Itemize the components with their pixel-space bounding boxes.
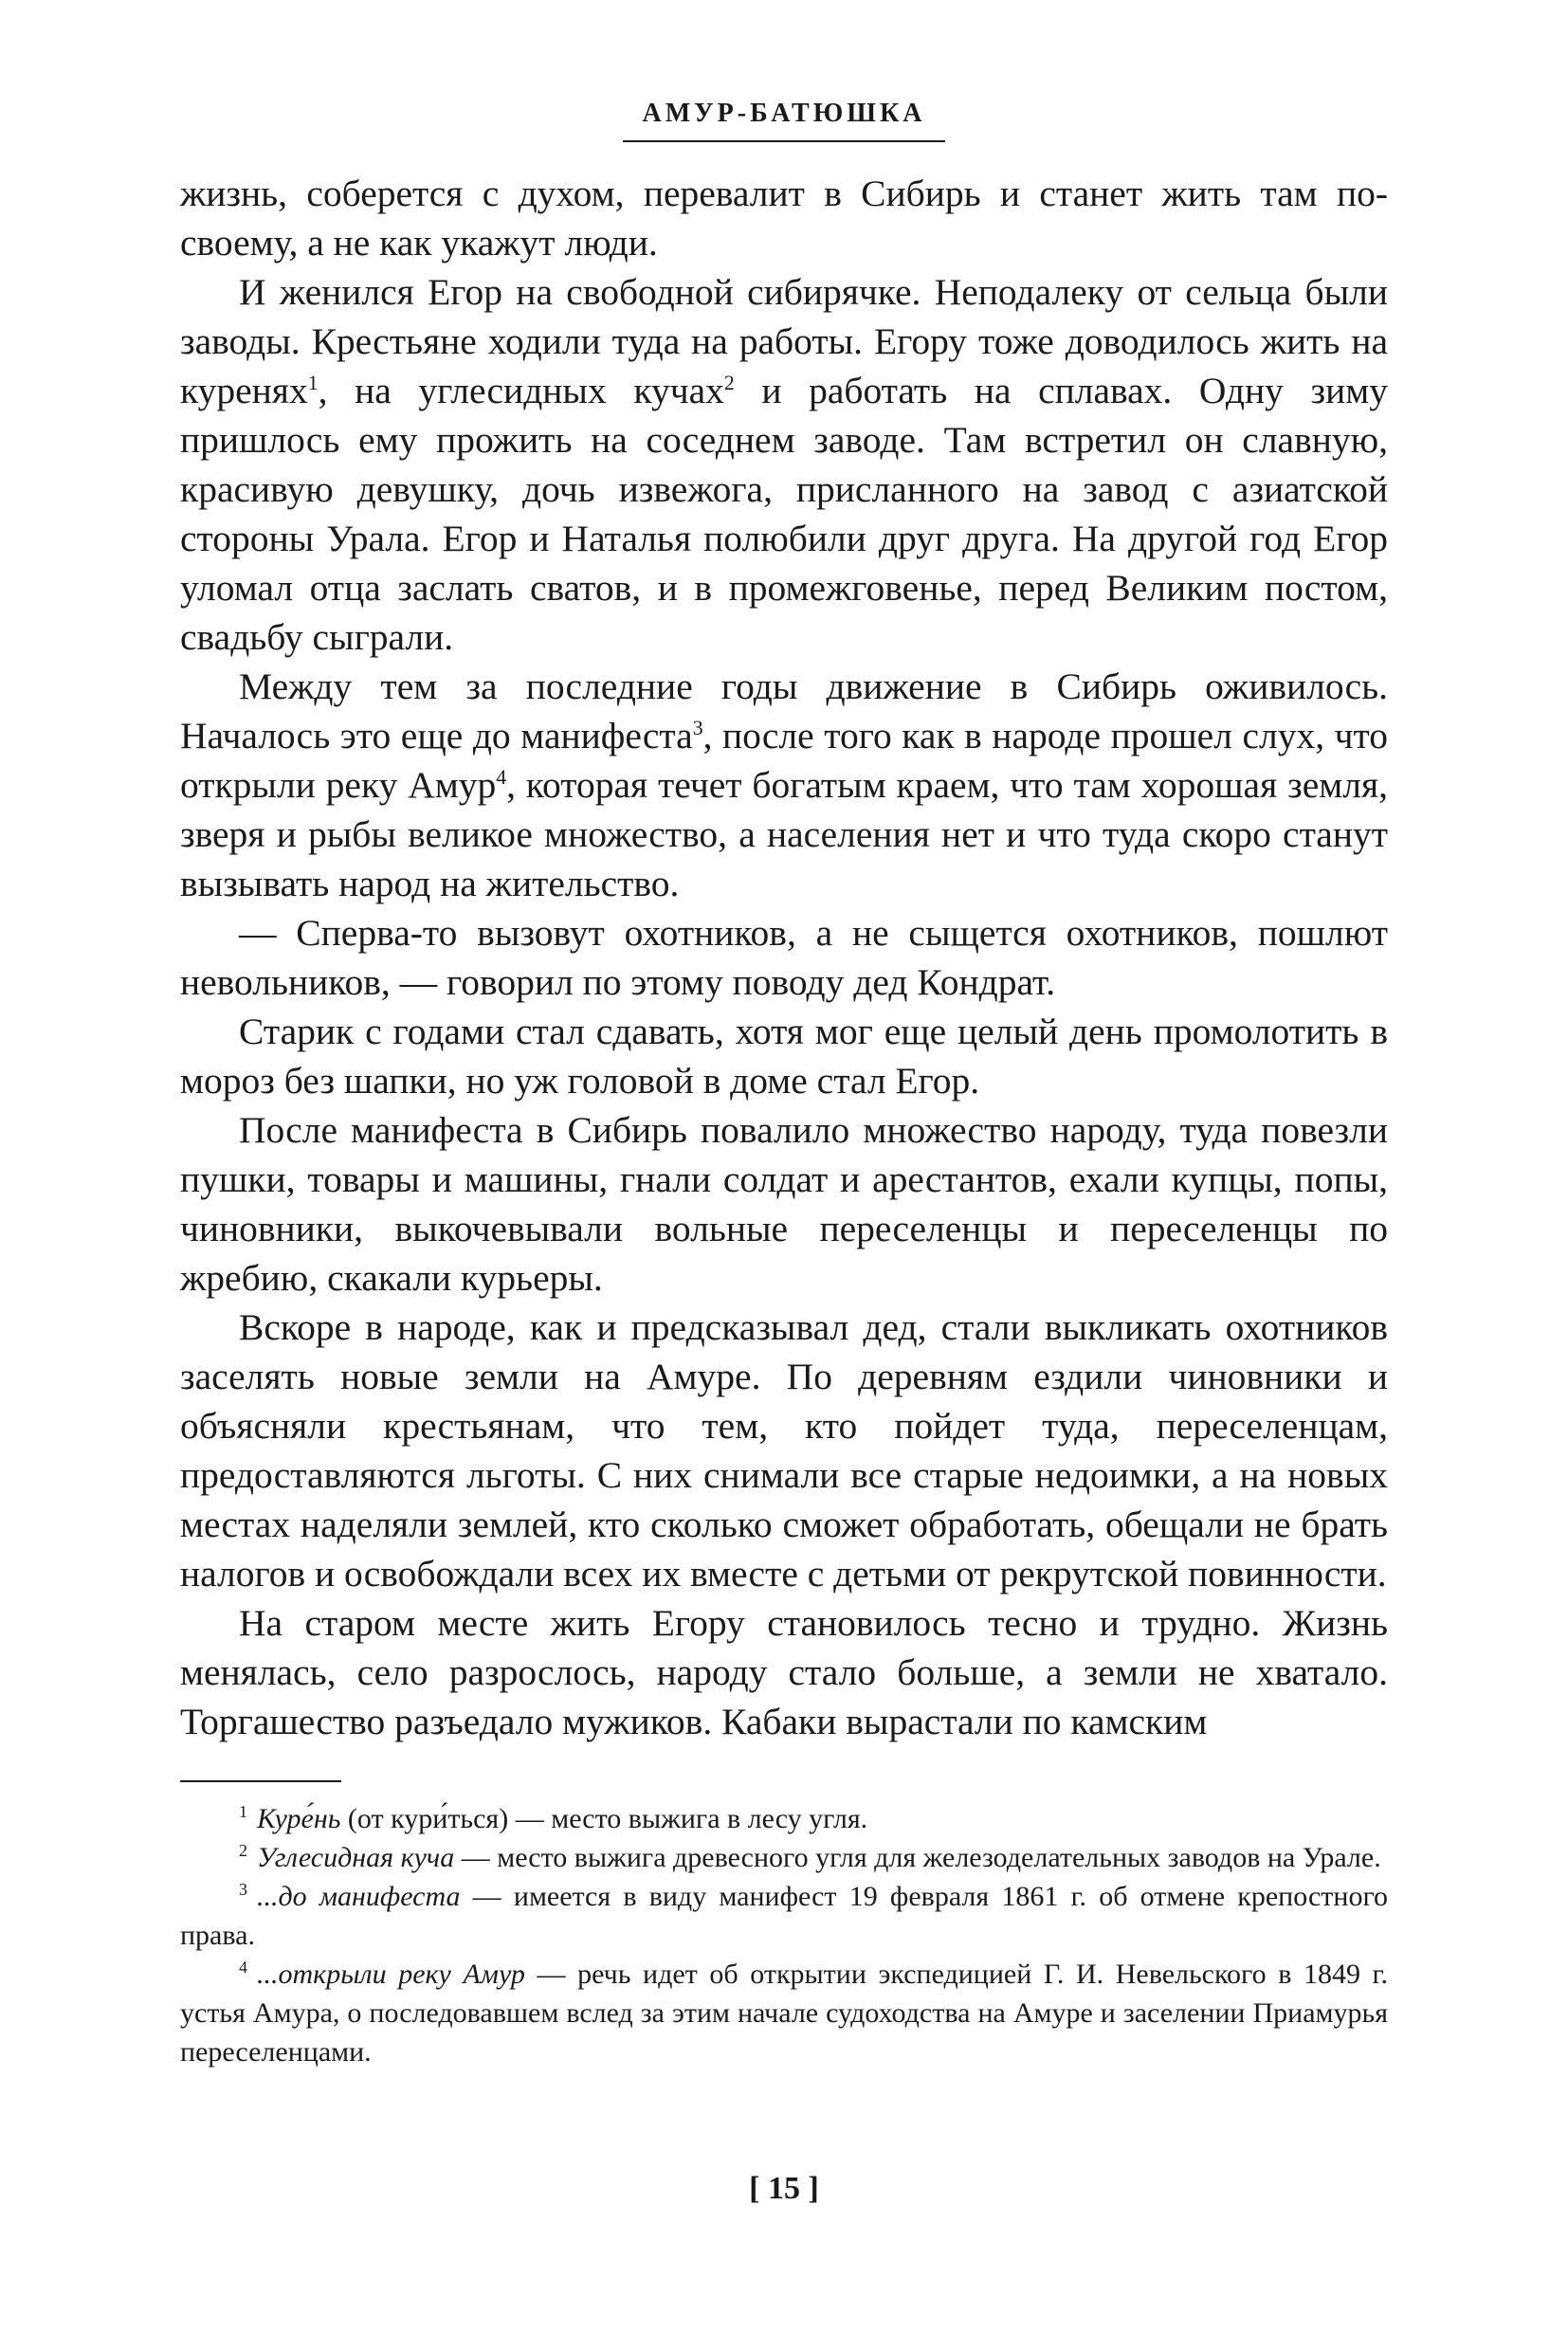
- footnote-text: — место выжига древесного угля для железоделательных заводов на Урале.: [454, 1842, 1381, 1873]
- footnote-text: (от кури́ться) — место выжига в лесу угля.: [340, 1803, 868, 1834]
- paragraph-text: , на углесидных кучах: [318, 370, 724, 411]
- book-page: [180, 95, 1388, 2071]
- paragraph: [180, 169, 1388, 267]
- paragraph-text: , после того как в народе прошел слух, что открыли реку Амур: [180, 715, 1389, 806]
- paragraph-text: И женился Егор на свободной сибирячке. Неподалеку от сельца были заводы. Крестьяне ходили туда на работы. Егору тоже доводилось жить на куренях: [180, 271, 1388, 411]
- footnote-term: Куре́нь: [257, 1803, 341, 1834]
- footnote-term: ...до манифеста: [257, 1881, 461, 1912]
- footnote-number: 4: [239, 1958, 247, 1977]
- footnote-number: 2: [239, 1841, 247, 1860]
- paragraph-text: , которая течет богатым краем, что там хорошая земля, зверя и рыбы великое множество, а населения нет и что туда скоро станут вызывать народ на жительство.: [180, 764, 1388, 904]
- footnotes: [180, 1799, 1388, 2071]
- footnote-reference: 2: [723, 371, 735, 394]
- header-rule: [623, 140, 945, 142]
- footnote: [180, 1799, 1388, 1838]
- paragraph-text: На старом месте жить Егору становилось тесно и трудно. Жизнь менялась, село разрослось, народу стало больше, а земли не хватало. Торгашество разъедало мужиков. Кабаки вырастали по камским: [180, 1602, 1388, 1742]
- footnote-reference: 3: [692, 716, 703, 739]
- paragraph-text: жизнь, соберется с духом, перевалит в Сибирь и станет жить там по-своему, а не как укажут люди.: [180, 173, 1388, 264]
- paragraph: [180, 1598, 1388, 1746]
- paragraph: [180, 662, 1388, 908]
- footnote-rule: [180, 1780, 341, 1782]
- footnote-reference: 4: [496, 765, 507, 789]
- page-number: [ 15 ]: [749, 2171, 819, 2206]
- paragraph: [180, 1007, 1388, 1105]
- paragraph: [180, 1105, 1388, 1303]
- footnote: [180, 1955, 1388, 2071]
- paragraph-text: и работать на сплавах. Одну зиму пришлось ему прожить на соседнем заводе. Там встретил он славную, красивую девушку, дочь извежога, присланного на завод с азиатской стороны Урала. Егор и Наталья полюбили друг друга. На другой год Егор уломал отца заслать сватов, и в промежговенье, перед Великим постом, свадьбу сыграли.: [180, 370, 1388, 658]
- footnote: [180, 1877, 1388, 1955]
- paragraph-text: После манифеста в Сибирь повалило множество народу, туда повезли пушки, товары и машины, гнали солдат и арестантов, ехали купцы, попы, чиновники, выкочевывали вольные переселенцы и переселенцы по жребию, скакали курьеры.: [180, 1109, 1388, 1299]
- running-head: АМУР-БАТЮШКА: [642, 99, 926, 128]
- footnote-reference: 1: [307, 371, 319, 394]
- footnote-number: 1: [239, 1802, 247, 1821]
- paragraph-text: — Сперва-то вызовут охотников, а не сыщется охотников, пошлют невольников, — говорил по этому поводу дед Кондрат.: [180, 912, 1388, 1003]
- paragraph-text: Старик с годами стал сдавать, хотя мог еще целый день промолотить в мороз без шапки, но уж головой в доме стал Егор.: [180, 1011, 1388, 1102]
- footnote: [180, 1838, 1388, 1877]
- paragraph-text: Вскоре в народе, как и предсказывал дед, стали выкликать охотников заселять новые земли на Амуре. По деревням ездили чиновники и объясняли крестьянам, что тем, кто пойдет туда, переселенцам, предоставляются льготы. С них снимали все старые недоимки, а на новых местах наделяли землей, кто сколько сможет обработать, обещали не брать налогов и освобождали всех их вместе с детьми от рекрутской повинности.: [180, 1306, 1388, 1595]
- footnote-number: 3: [239, 1880, 247, 1899]
- paragraph: [180, 267, 1388, 662]
- main-text: [180, 169, 1388, 1746]
- footnote-text: — имеется в виду манифест 19 февраля 1861 г. об отмене крепостного права.: [180, 1881, 1389, 1951]
- footnote-term: Углесидная куча: [257, 1842, 455, 1873]
- paragraph-text: Между тем за последние годы движение в Сибирь оживилось. Началось это еще до манифеста: [180, 665, 1388, 756]
- footnote-term: ...открыли реку Амур: [257, 1959, 525, 1990]
- paragraph: [180, 908, 1388, 1007]
- footnote-text: — речь идет об открытии экспедицией Г. И. Невельского в 1849 г. устья Амура, о последовавшем вслед за этим начале судоходства на Амуре и заселении Приамурья переселенцами.: [180, 1959, 1388, 2068]
- paragraph: [180, 1303, 1388, 1598]
